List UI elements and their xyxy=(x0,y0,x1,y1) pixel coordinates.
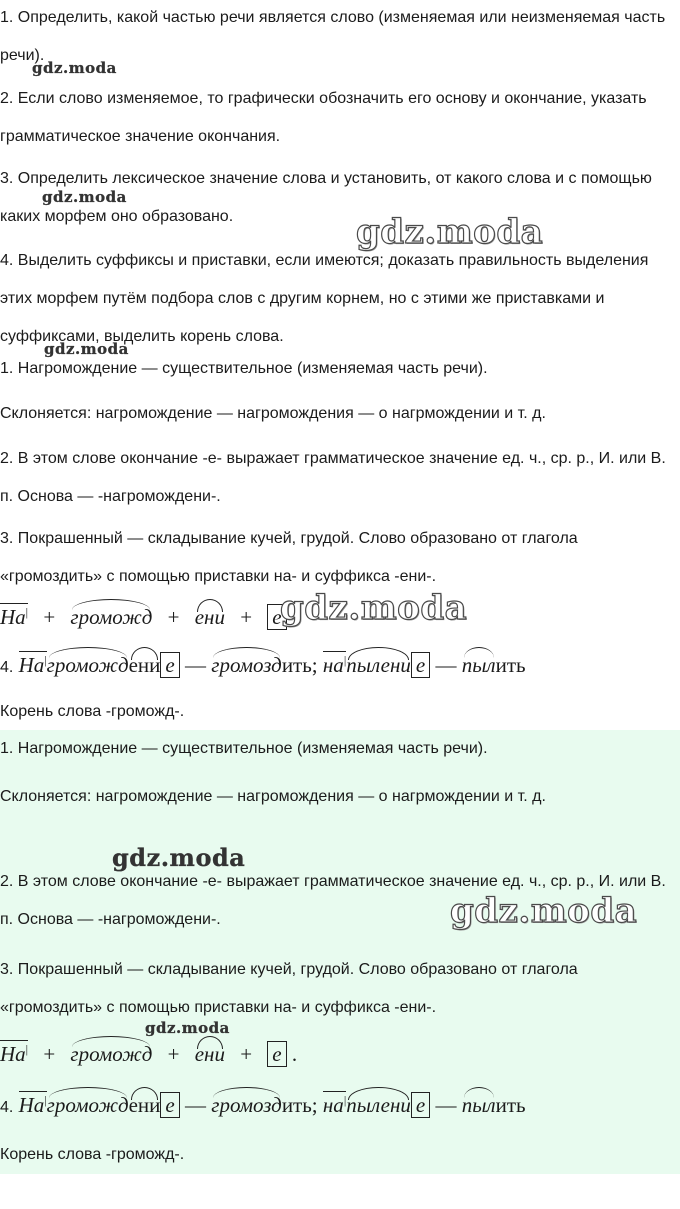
root-segment: громожд xyxy=(70,1042,153,1066)
instruction-4: 4. Выделить суффиксы и приставки, если имеются; доказать правильность выделения этих морфем путём подбора слов с другим корнем, но с этими же приставками и суффиксами, выделить корень слова. xyxy=(0,252,649,345)
plus-sign: + xyxy=(43,605,56,629)
answer-lexical-meaning: 3. Покрашенный — складывание кучей, грудой. Слово образовано от глагола «громоздить» с помощью приставки на- и суффикса -ени-. xyxy=(0,961,578,1016)
root-segment: громозд xyxy=(211,1093,282,1117)
watermark: gdz.moda xyxy=(450,891,638,931)
root-segment: пылени xyxy=(346,653,411,677)
instruction-1: 1. Определить, какой частью речи является слово (изменяемая или неизменяемая часть речи). xyxy=(0,9,666,64)
ending-segment: е xyxy=(267,604,286,630)
plus-sign: + xyxy=(240,605,253,629)
watermark: gdz.moda xyxy=(42,188,127,206)
prefix-segment: на| xyxy=(322,1093,347,1117)
word-tail: ить xyxy=(495,653,526,677)
answer-ending: 2. В этом слове окончание -е- выражает грамматическое значение ед. ч., ср. р., И. или В. п. Основа — -нагромождени-. xyxy=(0,450,666,505)
prefix-segment: На| xyxy=(0,1042,29,1066)
period: . xyxy=(291,1042,298,1066)
morpheme-comparison xyxy=(0,1093,526,1118)
ending-segment: е xyxy=(411,1092,430,1118)
dash: — xyxy=(185,653,206,677)
watermark: gdz.moda xyxy=(112,843,246,872)
answer-part-of-speech: 1. Нагромождение — существительное (изменяемая часть речи). xyxy=(0,360,488,377)
watermark: gdz.moda xyxy=(145,1019,230,1037)
instruction-2: 2. Если слово изменяемое, то графически обозначить его основу и окончание, указать грамматическое значение окончания. xyxy=(0,90,647,145)
suffix-segment: ени xyxy=(194,605,225,629)
dash: — xyxy=(435,653,457,677)
prefix-segment: На| xyxy=(0,605,29,629)
ending-segment: е xyxy=(160,1092,179,1118)
suffix-segment: ени xyxy=(128,653,161,677)
answer-root: Корень слова -громожд-. xyxy=(0,703,185,720)
dash: — xyxy=(185,1093,206,1117)
ending-segment: е xyxy=(411,652,430,678)
word-tail: ить; xyxy=(281,653,318,677)
plus-sign: + xyxy=(240,1042,253,1066)
root-segment: пыл xyxy=(461,653,496,677)
morpheme-formula xyxy=(0,605,287,630)
prefix-segment: на| xyxy=(322,653,347,677)
plus-sign: + xyxy=(43,1042,56,1066)
root-segment: громожд xyxy=(46,653,129,677)
watermark: gdz.moda xyxy=(44,340,129,358)
answer-declension: Склоняется: нагромождение — нагромождения — о нагрмождении и т. д. xyxy=(0,788,546,805)
watermark: gdz.moda xyxy=(32,59,117,77)
morpheme-formula xyxy=(0,1042,297,1067)
dash: — xyxy=(435,1093,457,1117)
root-segment: пыл xyxy=(461,1093,496,1117)
watermark: gdz.moda xyxy=(356,212,544,252)
item-number: 4. xyxy=(0,1099,14,1116)
root-segment: громожд xyxy=(46,1093,129,1117)
root-segment: громозд xyxy=(211,653,282,677)
word-tail: ить; xyxy=(281,1093,318,1117)
plus-sign: + xyxy=(167,1042,180,1066)
suffix-segment: ени xyxy=(194,1042,225,1066)
prefix-segment: На| xyxy=(18,653,47,677)
ending-segment: е xyxy=(160,652,179,678)
morpheme-comparison xyxy=(0,653,526,678)
answer-declension: Склоняется: нагромождение — нагромождения — о нагрмождении и т. д. xyxy=(0,405,546,422)
watermark: gdz.moda xyxy=(280,588,468,628)
answer-part-of-speech: 1. Нагромождение — существительное (изменяемая часть речи). xyxy=(0,740,488,757)
ending-segment: е xyxy=(267,1041,286,1067)
suffix-segment: ени xyxy=(128,1093,161,1117)
plus-sign: + xyxy=(167,605,180,629)
answer-root: Корень слова -громожд-. xyxy=(0,1146,185,1163)
answer-ending: 2. В этом слове окончание -е- выражает грамматическое значение ед. ч., ср. р., И. или В. п. Основа — -нагромождени-. xyxy=(0,873,666,928)
root-segment: пылени xyxy=(346,1093,411,1117)
instruction-3: 3. Определить лексическое значение слова и установить, от какого слова и с помощью каких морфем оно образовано. xyxy=(0,170,652,225)
item-number: 4. xyxy=(0,659,14,676)
answer-lexical-meaning: 3. Покрашенный — складывание кучей, грудой. Слово образовано от глагола «громоздить» с помощью приставки на- и суффикса -ени-. xyxy=(0,530,578,585)
word-tail: ить xyxy=(495,1093,526,1117)
root-segment: громожд xyxy=(70,605,153,629)
prefix-segment: На| xyxy=(18,1093,47,1117)
